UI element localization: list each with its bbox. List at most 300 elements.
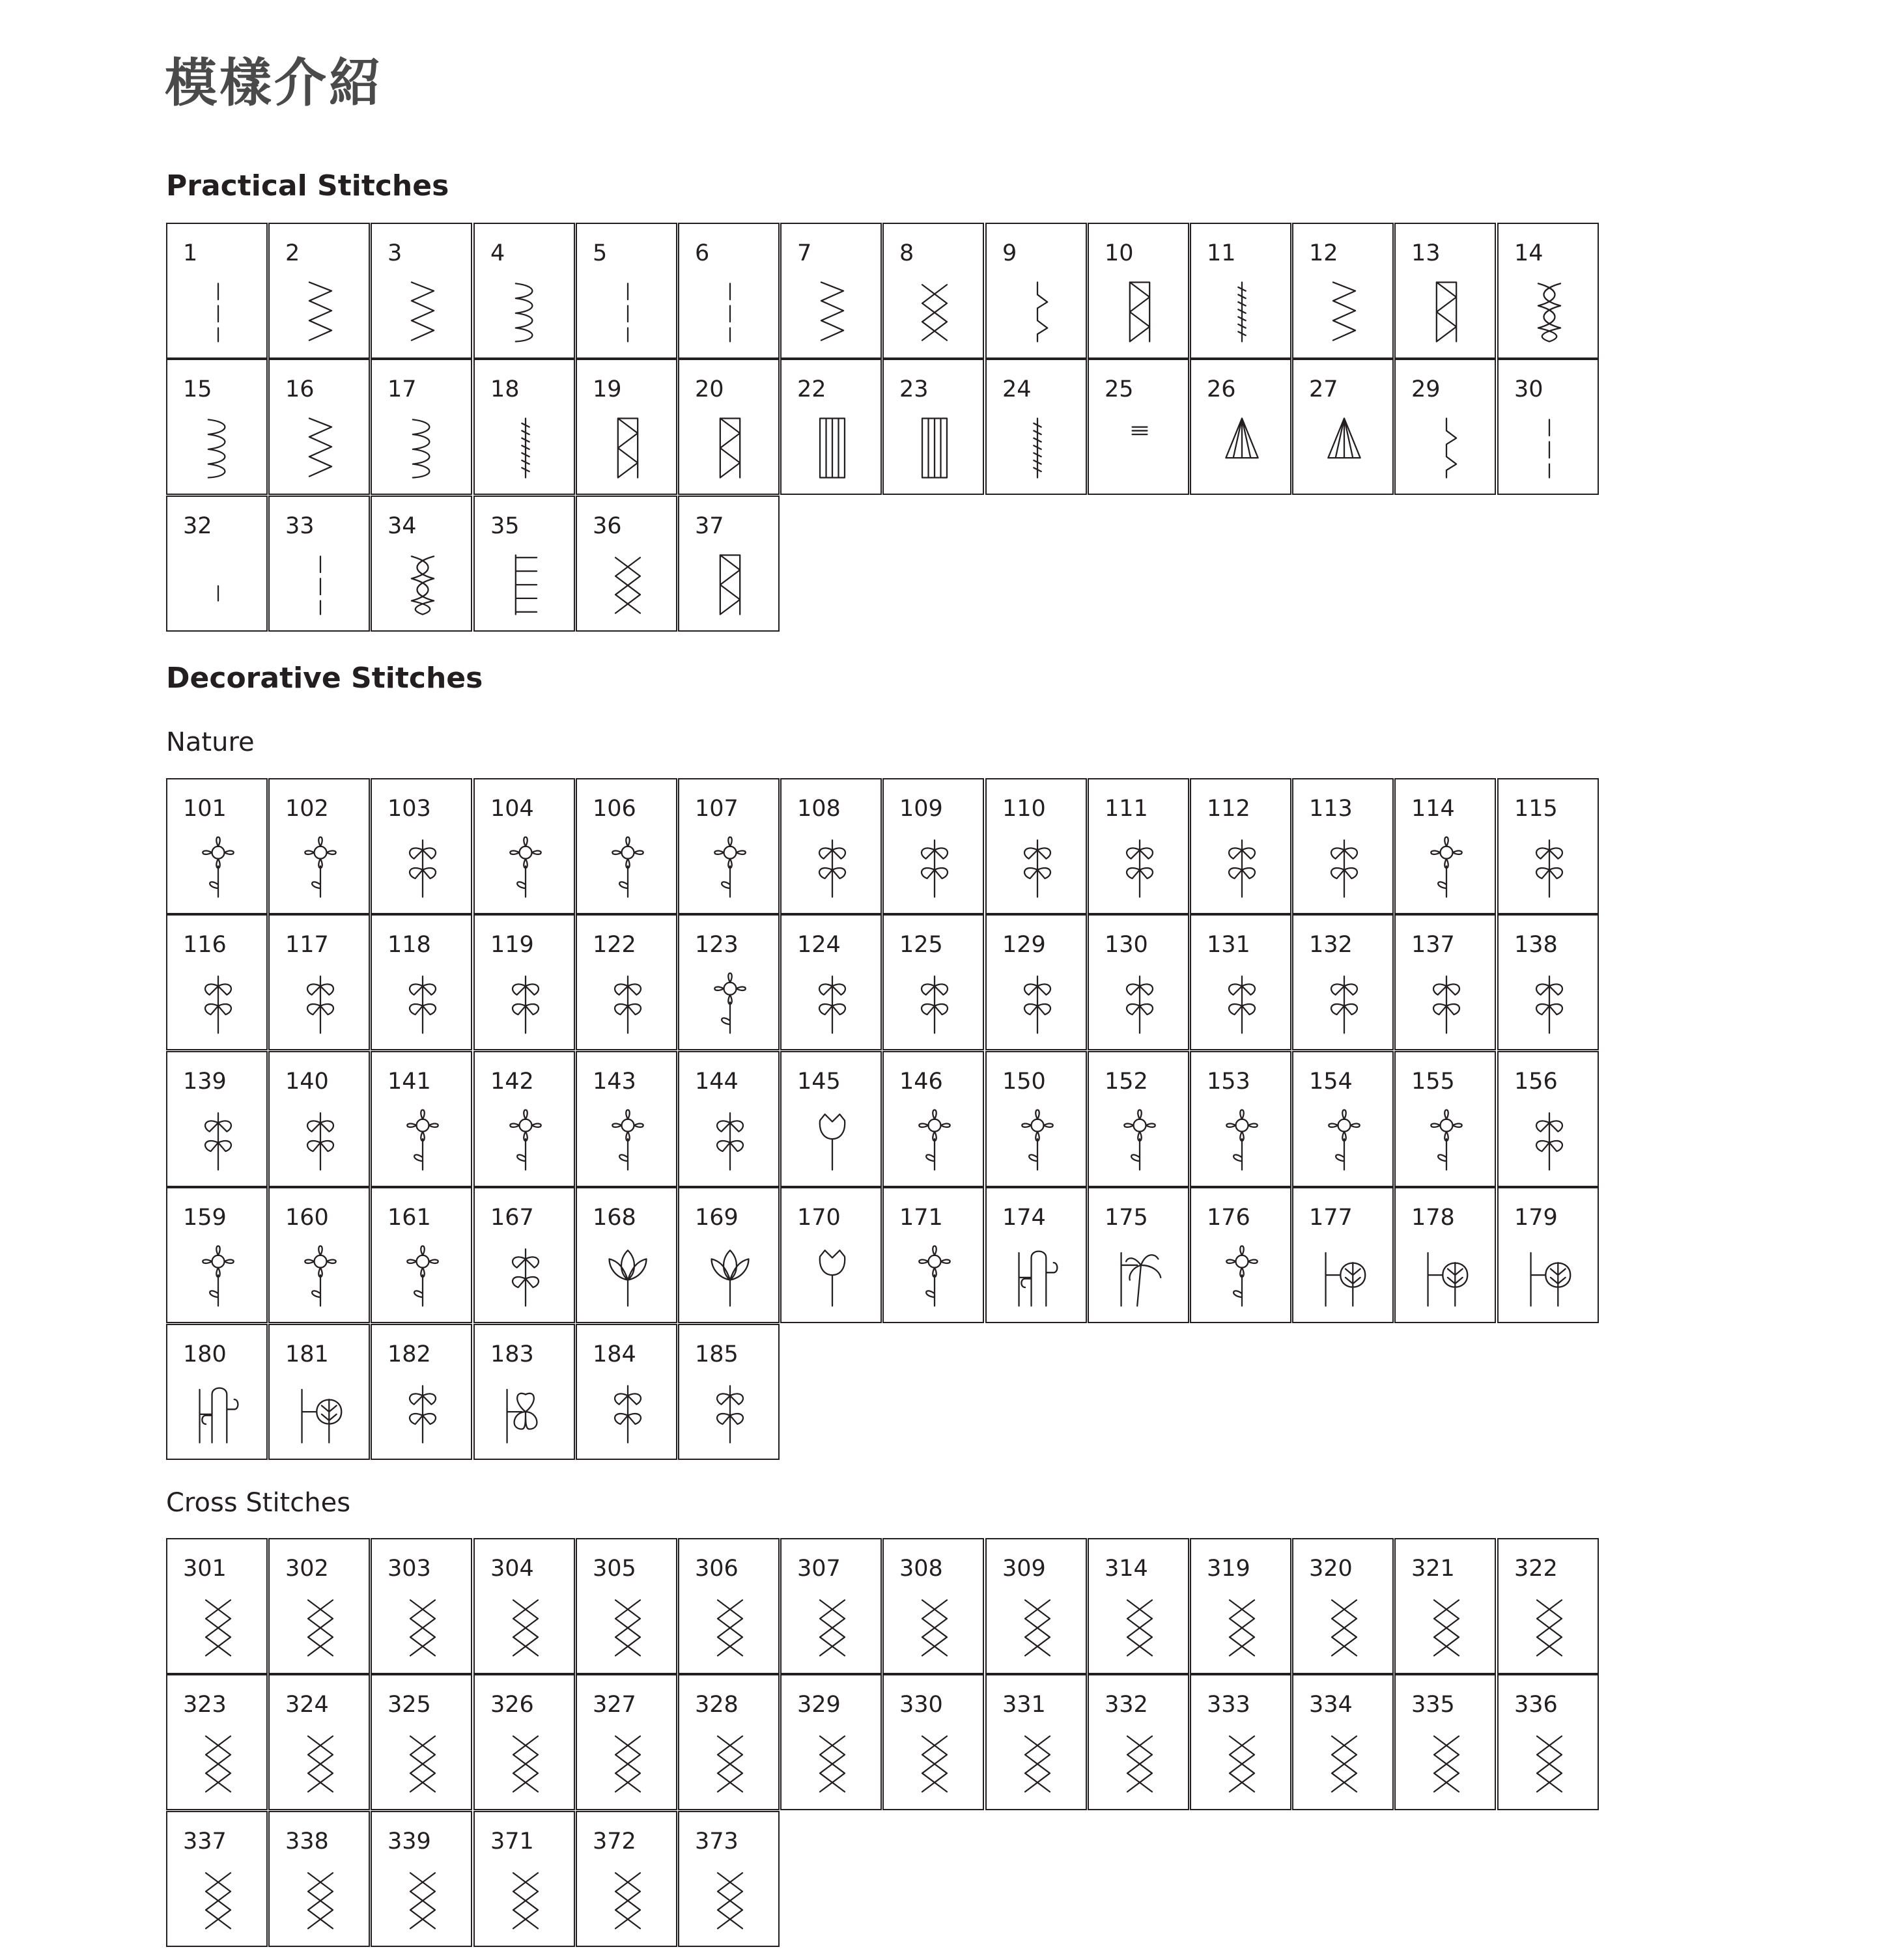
stitch-number: 15: [183, 376, 212, 402]
stitch-number: 16: [285, 376, 315, 402]
stitch-cell-145: [780, 1051, 882, 1187]
stitch-cell-104: [473, 778, 575, 914]
leaf-icon: [1312, 832, 1377, 903]
stitch-number: 14: [1514, 240, 1543, 266]
stitch-number: 150: [1002, 1069, 1046, 1095]
stitch-cell-32: [166, 496, 268, 632]
stitch-cell-115: [1497, 778, 1599, 914]
stitch-cell-304: [473, 1538, 575, 1674]
leaf-icon: [1517, 968, 1582, 1039]
stitch-cell-320: [1292, 1538, 1394, 1674]
stitch-number: 336: [1514, 1692, 1558, 1718]
tree-icon: [1517, 1240, 1582, 1312]
stitch-cell-16: [268, 359, 370, 495]
cross-stitch-icon: [1312, 1591, 1377, 1663]
stitch-number: 17: [387, 376, 417, 402]
stitch-cell-2: [268, 223, 370, 359]
cross-stitch-icon: [800, 1591, 865, 1663]
stitch-cell-321: [1394, 1538, 1496, 1674]
stitch-number: 169: [695, 1205, 739, 1231]
stitch-cell-108: [780, 778, 882, 914]
stitch-number: 160: [285, 1205, 329, 1231]
stitch-number: 23: [899, 376, 929, 402]
leaf-icon: [493, 968, 558, 1039]
leaf-icon: [595, 1377, 660, 1449]
stitch-number: 306: [695, 1556, 739, 1582]
stitch-number: 319: [1207, 1556, 1250, 1582]
stitch-number: 339: [387, 1828, 431, 1855]
stitch-number: 107: [695, 796, 739, 822]
stitch-cell-152: [1088, 1051, 1189, 1187]
stitch-cell-34: [371, 496, 472, 632]
satin-stitch-icon: [493, 412, 558, 484]
stitch-cell-174: [985, 1187, 1087, 1323]
cross-stitch-icon: [1209, 1591, 1275, 1663]
stitch-number: 168: [593, 1205, 636, 1231]
stitch-number: 123: [695, 932, 739, 958]
cross-stitch-icon: [288, 1864, 353, 1936]
stitch-number: 320: [1309, 1556, 1353, 1582]
stitch-number: 337: [183, 1828, 227, 1855]
stitch-number: 3: [387, 240, 402, 266]
stitch-number: 27: [1309, 376, 1338, 402]
cross-stitches-heading: Cross Stitches: [166, 1488, 351, 1518]
blind-hem-stitch-icon: [1414, 412, 1479, 484]
stitch-cell-160: [268, 1187, 370, 1323]
stitch-cell-9: [985, 223, 1087, 359]
stitch-cell-26: [1190, 359, 1291, 495]
cross-stitch-icon: [1517, 1591, 1582, 1663]
stitch-number: 323: [183, 1692, 227, 1718]
stitch-cell-111: [1088, 778, 1189, 914]
cross-stitch-icon: [186, 1728, 251, 1799]
cross-stitch-icon: [697, 1591, 763, 1663]
flower-icon: [186, 1240, 251, 1312]
stitch-number: 179: [1514, 1205, 1558, 1231]
stitch-cell-335: [1394, 1674, 1496, 1810]
clover-icon: [493, 1377, 558, 1449]
stitch-cell-23: [882, 359, 984, 495]
tulip-icon: [800, 1104, 865, 1176]
stitch-number: 324: [285, 1692, 329, 1718]
stitch-cell-109: [882, 778, 984, 914]
leaf-icon: [1107, 968, 1172, 1039]
stitch-cell-25: [1088, 359, 1189, 495]
cross-stitch-icon: [493, 1864, 558, 1936]
stitch-number: 36: [593, 513, 622, 539]
stitch-number: 335: [1411, 1692, 1455, 1718]
stitch-number: 302: [285, 1556, 329, 1582]
leaf-icon: [902, 832, 967, 903]
stitch-number: 142: [490, 1069, 534, 1095]
stitch-number: 122: [593, 932, 636, 958]
leaf-icon: [1517, 1104, 1582, 1176]
stitch-cell-140: [268, 1051, 370, 1187]
palm-tree-icon: [1107, 1240, 1172, 1312]
stitch-cell-22: [780, 359, 882, 495]
cross-stitch-icon: [800, 1728, 865, 1799]
stitch-number: 35: [490, 513, 520, 539]
stitch-cell-373: [678, 1811, 780, 1947]
stitch-number: 159: [183, 1205, 227, 1231]
cross-stitch-icon: [697, 1864, 763, 1936]
stitch-cell-12: [1292, 223, 1394, 359]
triangle-stitch-icon: [1312, 412, 1377, 484]
stitch-cell-24: [985, 359, 1087, 495]
stitch-cell-35: [473, 496, 575, 632]
stitch-cell-144: [678, 1051, 780, 1187]
stitch-cell-130: [1088, 914, 1189, 1050]
stitch-cell-33: [268, 496, 370, 632]
flower-icon: [595, 1104, 660, 1176]
leaf-icon: [390, 832, 455, 903]
stitch-number: 178: [1411, 1205, 1455, 1231]
stitch-number: 22: [797, 376, 826, 402]
stitch-number: 1: [183, 240, 198, 266]
stitch-cell-338: [268, 1811, 370, 1947]
stitch-number: 118: [387, 932, 431, 958]
stitch-number: 130: [1105, 932, 1148, 958]
leaf-icon: [697, 1377, 763, 1449]
stitch-cell-325: [371, 1674, 472, 1810]
stitch-number: 314: [1105, 1556, 1148, 1582]
stitch-cell-10: [1088, 223, 1189, 359]
ladder-stitch-icon: [493, 549, 558, 621]
flower-icon: [1414, 1104, 1479, 1176]
cross-stitch-icon: [1107, 1591, 1172, 1663]
stitch-cell-119: [473, 914, 575, 1050]
stitch-cell-301: [166, 1538, 268, 1674]
stitch-number: 138: [1514, 932, 1558, 958]
cross-stitch-icon: [1005, 1591, 1070, 1663]
stitch-number: 308: [899, 1556, 943, 1582]
cross-stitch-icon: [595, 1591, 660, 1663]
honeycomb-stitch-icon: [1517, 276, 1582, 348]
stitch-cell-107: [678, 778, 780, 914]
stitch-cell-153: [1190, 1051, 1291, 1187]
satin-stitch-icon: [1005, 412, 1070, 484]
stitch-number: 334: [1309, 1692, 1353, 1718]
stitch-number: 303: [387, 1556, 431, 1582]
tree-icon: [1312, 1240, 1377, 1312]
stitch-cell-307: [780, 1538, 882, 1674]
stitch-cell-150: [985, 1051, 1087, 1187]
stitch-cell-176: [1190, 1187, 1291, 1323]
stitch-number: 161: [387, 1205, 431, 1231]
leaf-icon: [186, 968, 251, 1039]
stitch-cell-177: [1292, 1187, 1394, 1323]
stitch-cell-169: [678, 1187, 780, 1323]
stitch-number: 137: [1411, 932, 1455, 958]
stitch-cell-29: [1394, 359, 1496, 495]
stitch-cell-330: [882, 1674, 984, 1810]
straight-stitch-icon: [288, 549, 353, 621]
stitch-cell-168: [576, 1187, 677, 1323]
stitch-number: 170: [797, 1205, 841, 1231]
stitch-cell-129: [985, 914, 1087, 1050]
stitch-cell-142: [473, 1051, 575, 1187]
stitch-number: 305: [593, 1556, 636, 1582]
stitch-number: 119: [490, 932, 534, 958]
stitch-cell-156: [1497, 1051, 1599, 1187]
practical-stitches-heading: Practical Stitches: [166, 169, 449, 203]
stitch-number: 125: [899, 932, 943, 958]
tree-icon: [288, 1377, 353, 1449]
stitch-cell-132: [1292, 914, 1394, 1050]
stitch-number: 373: [695, 1828, 739, 1855]
stitch-number: 146: [899, 1069, 943, 1095]
stitch-cell-14: [1497, 223, 1599, 359]
stitch-cell-123: [678, 914, 780, 1050]
cross-stitch-icon: [390, 1591, 455, 1663]
stitch-number: 116: [183, 932, 227, 958]
zigzag-stitch-icon: [288, 412, 353, 484]
leaf-icon: [595, 968, 660, 1039]
stitch-cell-322: [1497, 1538, 1599, 1674]
stitch-cell-114: [1394, 778, 1496, 914]
flower-icon: [288, 1240, 353, 1312]
stitch-cell-305: [576, 1538, 677, 1674]
flower-icon: [595, 832, 660, 903]
leaf-icon: [493, 1240, 558, 1312]
cross-stitch-icon: [186, 1591, 251, 1663]
stitch-number: 185: [695, 1341, 739, 1367]
stitch-number: 141: [387, 1069, 431, 1095]
stitch-cell-4: [473, 223, 575, 359]
stitch-number: 167: [490, 1205, 534, 1231]
stitch-number: 184: [593, 1341, 636, 1367]
nature-heading: Nature: [166, 727, 255, 757]
leaf-icon: [1312, 968, 1377, 1039]
stitch-number: 102: [285, 796, 329, 822]
stitch-number: 108: [797, 796, 841, 822]
stitch-cell-5: [576, 223, 677, 359]
stitch-number: 176: [1207, 1205, 1250, 1231]
stitch-cell-1: [166, 223, 268, 359]
flower-icon: [390, 1240, 455, 1312]
stitch-cell-175: [1088, 1187, 1189, 1323]
decorative-stitches-heading: Decorative Stitches: [166, 662, 483, 695]
stitch-cell-18: [473, 359, 575, 495]
stitch-cell-302: [268, 1538, 370, 1674]
flower-icon: [697, 832, 763, 903]
wave-stitch-icon: [186, 412, 251, 484]
flower-icon: [1005, 1104, 1070, 1176]
stitch-number: 9: [1002, 240, 1017, 266]
stitch-cell-27: [1292, 359, 1394, 495]
stitch-number: 307: [797, 1556, 841, 1582]
flower-icon: [1209, 1240, 1275, 1312]
leaf-icon: [1005, 968, 1070, 1039]
flower-icon: [902, 1240, 967, 1312]
stitch-number: 110: [1002, 796, 1046, 822]
cross-stitch-icon: [595, 1728, 660, 1799]
stitch-number: 104: [490, 796, 534, 822]
stitch-cell-101: [166, 778, 268, 914]
leaf-icon: [697, 1104, 763, 1176]
flower-icon: [1107, 1104, 1172, 1176]
cross-stitch-icon: [288, 1728, 353, 1799]
cross-stitch-icon: [1107, 1728, 1172, 1799]
stitch-number: 113: [1309, 796, 1353, 822]
stitch-cell-6: [678, 223, 780, 359]
cross-stitch-icon: [595, 549, 660, 621]
cross-stitch-icon: [1005, 1728, 1070, 1799]
stitch-number: 333: [1207, 1692, 1250, 1718]
honeycomb-stitch-icon: [390, 549, 455, 621]
stitch-cell-178: [1394, 1187, 1496, 1323]
stitch-cell-131: [1190, 914, 1291, 1050]
stitch-cell-11: [1190, 223, 1291, 359]
leaf-icon: [390, 1377, 455, 1449]
stitch-cell-309: [985, 1538, 1087, 1674]
stitch-number: 7: [797, 240, 812, 266]
cross-stitch-icon: [902, 1728, 967, 1799]
stitch-cell-171: [882, 1187, 984, 1323]
stitch-cell-181: [268, 1324, 370, 1460]
stitch-number: 106: [593, 796, 636, 822]
stitch-cell-3: [371, 223, 472, 359]
stitch-number: 111: [1105, 796, 1148, 822]
stitch-cell-143: [576, 1051, 677, 1187]
stitch-number: 330: [899, 1692, 943, 1718]
satin-stitch-icon: [1209, 276, 1275, 348]
stitch-number: 129: [1002, 932, 1046, 958]
buttonhole-stitch-icon: [800, 412, 865, 484]
stitch-cell-138: [1497, 914, 1599, 1050]
stitch-cell-141: [371, 1051, 472, 1187]
stitch-cell-170: [780, 1187, 882, 1323]
tree-icon: [1414, 1240, 1479, 1312]
flower-icon: [1209, 1104, 1275, 1176]
stitch-cell-328: [678, 1674, 780, 1810]
cactus-icon: [186, 1377, 251, 1449]
stitch-number: 30: [1514, 376, 1543, 402]
stitch-cell-155: [1394, 1051, 1496, 1187]
stitch-cell-339: [371, 1811, 472, 1947]
stitch-number: 338: [285, 1828, 329, 1855]
leaf-icon: [288, 1104, 353, 1176]
stitch-number: 115: [1514, 796, 1558, 822]
blind-hem-stitch-icon: [1005, 276, 1070, 348]
stitch-number: 32: [183, 513, 212, 539]
stitch-cell-112: [1190, 778, 1291, 914]
stitch-cell-182: [371, 1324, 472, 1460]
stitch-cell-314: [1088, 1538, 1189, 1674]
leaf-icon: [1107, 832, 1172, 903]
overlock-stitch-icon: [697, 549, 763, 621]
leaf-icon: [800, 832, 865, 903]
stitch-cell-167: [473, 1187, 575, 1323]
stitch-cell-113: [1292, 778, 1394, 914]
stitch-number: 325: [387, 1692, 431, 1718]
leaf-icon: [902, 968, 967, 1039]
stitch-cell-180: [166, 1324, 268, 1460]
stitch-number: 29: [1411, 376, 1441, 402]
overlock-stitch-icon: [1414, 276, 1479, 348]
stitch-number: 304: [490, 1556, 534, 1582]
leaf-icon: [186, 1104, 251, 1176]
stitch-number: 117: [285, 932, 329, 958]
stitch-number: 153: [1207, 1069, 1250, 1095]
stitch-number: 301: [183, 1556, 227, 1582]
stitch-number: 309: [1002, 1556, 1046, 1582]
stitch-cell-337: [166, 1811, 268, 1947]
stitch-cell-110: [985, 778, 1087, 914]
flower-icon: [697, 968, 763, 1039]
stitch-number: 34: [387, 513, 417, 539]
stitch-cell-30: [1497, 359, 1599, 495]
cross-stitch-icon: [1312, 1728, 1377, 1799]
overlock-stitch-icon: [595, 412, 660, 484]
leaf-icon: [1209, 832, 1275, 903]
cross-stitch-icon: [288, 1591, 353, 1663]
stitch-cell-161: [371, 1187, 472, 1323]
stitch-cell-137: [1394, 914, 1496, 1050]
cross-stitch-icon: [186, 1864, 251, 1936]
stitch-cell-371: [473, 1811, 575, 1947]
stitch-number: 139: [183, 1069, 227, 1095]
stitch-number: 24: [1002, 376, 1032, 402]
straight-stitch-icon: [697, 276, 763, 348]
tulip-icon: [800, 1240, 865, 1312]
wave-stitch-icon: [493, 276, 558, 348]
zigzag-stitch-icon: [288, 276, 353, 348]
lotus-icon: [595, 1240, 660, 1312]
flower-icon: [1414, 832, 1479, 903]
cross-stitch-icon: [493, 1591, 558, 1663]
stitch-number: 18: [490, 376, 520, 402]
stitch-number: 152: [1105, 1069, 1148, 1095]
straight-stitch-icon: [595, 276, 660, 348]
stitch-cell-15: [166, 359, 268, 495]
flower-icon: [493, 832, 558, 903]
leaf-icon: [390, 968, 455, 1039]
stitch-cell-37: [678, 496, 780, 632]
stitch-cell-116: [166, 914, 268, 1050]
lotus-icon: [697, 1240, 763, 1312]
stitch-cell-184: [576, 1324, 677, 1460]
cross-stitch-icon: [390, 1864, 455, 1936]
stitch-cell-326: [473, 1674, 575, 1810]
stitch-cell-324: [268, 1674, 370, 1810]
stitch-number: 109: [899, 796, 943, 822]
stitch-cell-331: [985, 1674, 1087, 1810]
stitch-cell-125: [882, 914, 984, 1050]
stitch-cell-13: [1394, 223, 1496, 359]
stitch-cell-103: [371, 778, 472, 914]
flower-icon: [288, 832, 353, 903]
stitch-number: 182: [387, 1341, 431, 1367]
cross-stitch-icon: [1209, 1728, 1275, 1799]
cross-stitch-icon: [902, 276, 967, 348]
stitch-number: 371: [490, 1828, 534, 1855]
stitch-cell-19: [576, 359, 677, 495]
stitch-number: 132: [1309, 932, 1353, 958]
stitch-number: 321: [1411, 1556, 1455, 1582]
stitch-cell-102: [268, 778, 370, 914]
cross-stitch-icon: [1414, 1591, 1479, 1663]
flower-icon: [186, 832, 251, 903]
stitch-cell-372: [576, 1811, 677, 1947]
short-line-stitch-icon: [186, 549, 251, 621]
zigzag-stitch-icon: [390, 276, 455, 348]
stitch-cell-323: [166, 1674, 268, 1810]
flower-icon: [902, 1104, 967, 1176]
stitch-number: 37: [695, 513, 724, 539]
stitch-cell-124: [780, 914, 882, 1050]
stitch-number: 144: [695, 1069, 739, 1095]
